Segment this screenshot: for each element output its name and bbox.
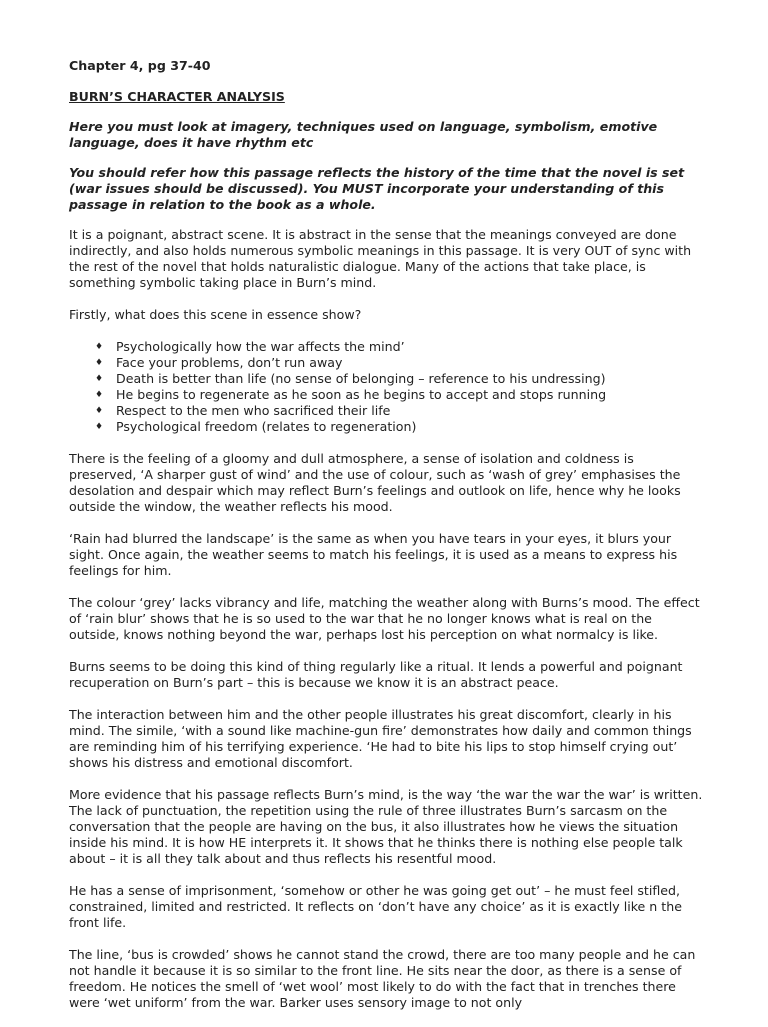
diamond-bullet-icon: ♦: [95, 422, 104, 432]
list-item-text: Respect to the men who sacrificed their life: [116, 403, 391, 418]
body-paragraph: The colour ‘grey’ lacks vibrancy and life, matching the weather along with Burns’s mood. The effect of ‘rain blur’ shows that he is so used to the war that he no longer knows what is real on the outside, knows nothing beyond the war, perhaps lost his perception on what normalcy is like.: [69, 595, 700, 642]
list-item: [95, 371, 705, 387]
bullet-list: [69, 339, 705, 435]
document-page: [69, 58, 705, 1027]
body-paragraph: Firstly, what does this scene in essence show?: [69, 307, 362, 322]
diamond-bullet-icon: ♦: [95, 374, 104, 384]
diamond-bullet-icon: ♦: [95, 358, 104, 368]
list-item-text: He begins to regenerate as he soon as he begins to accept and stops running: [116, 387, 607, 402]
list-item: [95, 419, 705, 435]
body-paragraph: There is the feeling of a gloomy and dull atmosphere, a sense of isolation and coldness is preserved, ‘A sharper gust of wind’ and the use of colour, such as ‘wash of grey’ emphasises the desolation and despair which may reflect Burn’s feelings and outlook on life, hence why he looks outside the window, the weather reflects his mood.: [69, 451, 681, 514]
list-item: [95, 355, 705, 371]
instruction-paragraph-2: You should refer how this passage reflects the history of the time that the novel is set (war issues should be discussed). You MUST incorporate your understanding of this passage in relation to the book as a whole.: [69, 165, 685, 212]
list-item: [95, 403, 705, 419]
list-item: [95, 339, 705, 355]
list-item-text: Psychologically how the war affects the mind’: [116, 339, 405, 354]
diamond-bullet-icon: ♦: [95, 390, 104, 400]
list-item: [95, 387, 705, 403]
list-item-text: Face your problems, don’t run away: [116, 355, 343, 370]
body-paragraph: Burns seems to be doing this kind of thing regularly like a ritual. It lends a powerful and poignant recuperation on Burn’s part – this is because we know it is an abstract peace.: [69, 659, 683, 690]
body-paragraph: It is a poignant, abstract scene. It is abstract in the sense that the meanings conveyed are done indirectly, and also holds numerous symbolic meanings in this passage. It is very OUT of sync with the rest of the novel that holds naturalistic dialogue. Many of the actions that take place, is something symbolic taking place in Burn’s mind.: [69, 227, 692, 290]
chapter-reference: Chapter 4, pg 37-40: [69, 58, 211, 73]
list-item-text: Psychological freedom (relates to regeneration): [116, 419, 417, 434]
body-paragraph: He has a sense of imprisonment, ‘somehow or other he was going get out’ – he must feel stifled, constrained, limited and restricted. It reflects on ‘don’t have any choice’ as it is exactly like n the front life.: [69, 883, 682, 930]
body-paragraph: The interaction between him and the other people illustrates his great discomfort, clearly in his mind. The simile, ‘with a sound like machine-gun fire’ demonstrates how daily and common things are reminding him of his terrifying experience. ‘He had to bite his lips to stop himself crying out’ shows his distress and emotional discomfort.: [69, 707, 692, 770]
body-paragraph: ‘Rain had blurred the landscape’ is the same as when you have tears in your eyes, it blurs your sight. Once again, the weather seems to match his feelings, it is used as a means to express his feelings for him.: [69, 531, 678, 578]
section-title: BURN’S CHARACTER ANALYSIS: [69, 89, 285, 104]
diamond-bullet-icon: ♦: [95, 342, 104, 352]
instruction-paragraph-1: Here you must look at imagery, techniques used on language, symbolism, emotive language, does it have rhythm etc: [69, 119, 658, 150]
body-paragraph: More evidence that his passage reflects Burn’s mind, is the way ‘the war the war the war’ is written. The lack of punctuation, the repetition using the rule of three illustrates Burn’s sarcasm on the conversation that the people are having on the bus, it also illustrates how he views the situation inside his mind. It is how HE interprets it. It shows that he thinks there is nothing else people talk about – it is all they talk about and thus reflects his resentful mood.: [69, 787, 703, 866]
list-item-text: Death is better than life (no sense of belonging – reference to his undressing): [116, 371, 606, 386]
diamond-bullet-icon: ♦: [95, 406, 104, 416]
body-paragraph: The line, ‘bus is crowded’ shows he cannot stand the crowd, there are too many people and he can not handle it because it is so similar to the front line. He sits near the door, as there is a sense of freedom. He notices the smell of ‘wet wool’ most likely to do with the fact that in trenches there were ‘wet uniform’ from the war. Barker uses sensory image to not only: [69, 947, 696, 1010]
